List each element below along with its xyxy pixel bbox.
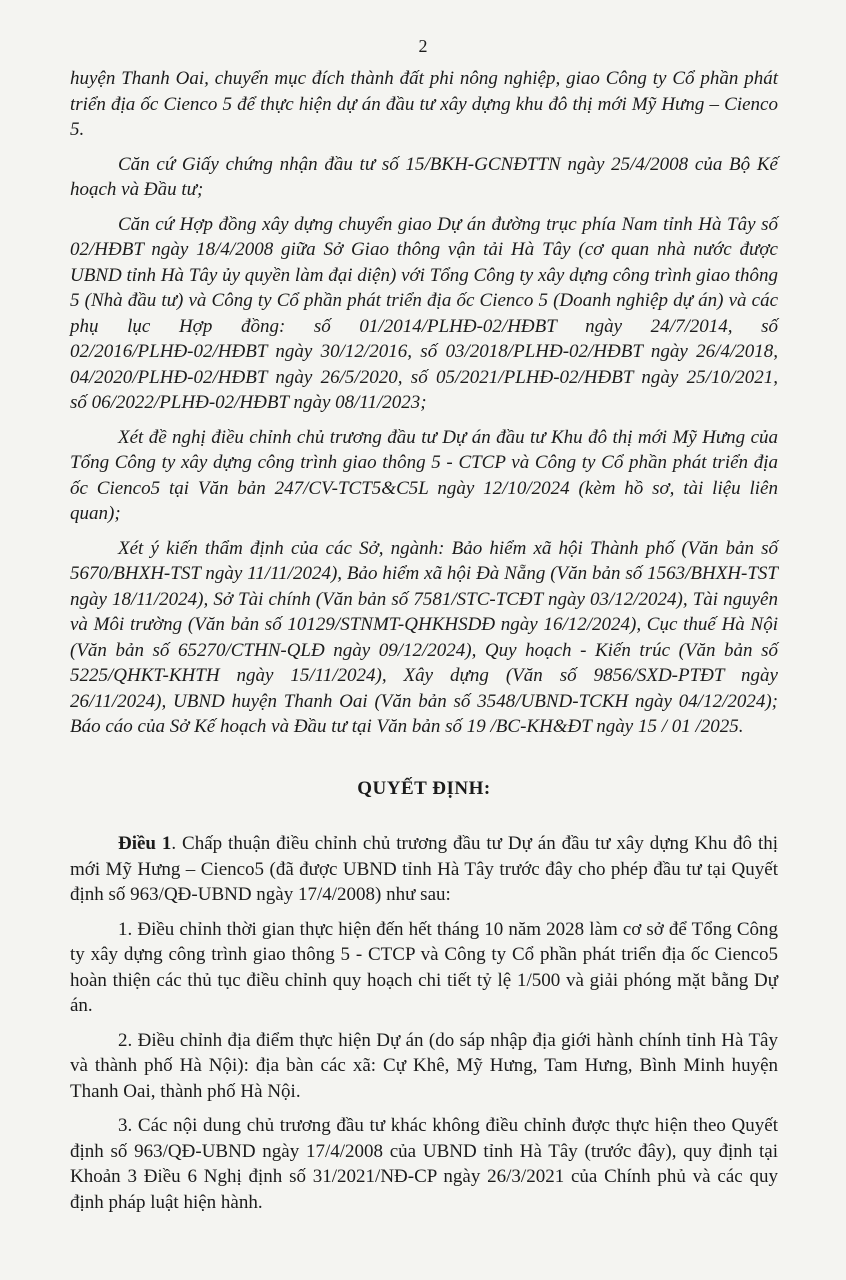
article-1-item: 3. Các nội dung chủ trương đầu tư khác không điều chỉnh được thực hiện theo Quyết định số 963/QĐ-UBND ngày 17/4/2008 của UBND tỉnh Hà Tây (trước đây), quy định tại Khoản 3 Điều 6 Nghị định số 31/2021/NĐ-CP ngày 26/3/2021 của Chính phủ và các quy định pháp luật hiện hành. [70,1115,778,1213]
preamble-paragraph: Căn cứ Hợp đồng xây dựng chuyển giao Dự án đường trục phía Nam tỉnh Hà Tây số 02/HĐBT ngày 18/4/2008 giữa Sở Giao thông vận tải Hà Tây (cơ quan nhà nước được UBND tỉnh Hà Tây ủy quyền làm đại diện) với Tổng Công ty xây dựng công trình giao thông 5 (Nhà đầu tư) và Công ty Cổ phần phát triển địa ốc Cienco 5 (Doanh nghiệp dự án) và các phụ lục Hợp đồng: số 01/2014/PLHĐ-02/HĐBT ngày 24/7/2014, số 02/2016/PLHĐ-02/HĐBT ngày 30/12/2016, số 03/2018/PLHĐ-02/HĐBT ngày 26/4/2018, 04/2020/PLHĐ-02/HĐBT ngày 26/5/2020, số 05/2021/PLHĐ-02/HĐBT ngày 25/10/2021, số 06/2022/PLHĐ-02/HĐBT ngày 08/11/2023; [70,213,778,413]
article-1-intro [70,831,778,908]
section-title: QUYẾT ĐỊNH: [357,777,491,799]
preamble-paragraph: Căn cứ Giấy chứng nhận đầu tư số 15/BKH-GCNĐTTN ngày 25/4/2008 của Bộ Kế hoạch và Đầu tư; [70,153,778,200]
preamble-paragraph: huyện Thanh Oai, chuyển mục đích thành đất phi nông nghiệp, giao Công ty Cổ phần phát triển địa ốc Cienco 5 để thực hiện dự án đầu tư xây dựng khu đô thị mới Mỹ Hưng – Cienco 5. [70,68,778,140]
article-1-label: Điều 1 [118,833,172,854]
article-1-text: . Chấp thuận điều chỉnh chủ trương đầu tư Dự án đầu tư xây dựng Khu đô thị mới Mỹ Hưng – Cienco5 (đã được UBND tỉnh Hà Tây trước đây cho phép đầu tư tại Quyết định số 963/QĐ-UBND ngày 17/4/2008) như sau: [70,833,779,905]
preamble-paragraph: Xét ý kiến thẩm định của các Sở, ngành: Bảo hiểm xã hội Thành phố (Văn bản số 5670/BHXH-TST ngày 11/11/2024), Bảo hiểm xã hội Đà Nẵng (Văn bản số 1563/BHXH-TST ngày 18/11/2024), Sở Tài chính (Văn bản số 7581/STC-TCĐT ngày 03/12/2024), Tài nguyên và Môi trường (Văn bản số 10129/STNMT-QHKHSDĐ ngày 16/12/2024), Cục thuế Hà Nội (Văn bản số 65270/CTHN-QLĐ ngày 09/12/2024), Quy hoạch - Kiến trúc (Văn bản số 5225/QHKT-KHTH ngày 15/11/2024), Xây dựng (Văn số 9856/SXD-PTĐT ngày 26/11/2024), UBND huyện Thanh Oai (Văn bản số 3548/UBND-TCKH ngày 04/12/2024); Báo cáo của Sở Kế hoạch và Đầu tư tại Văn bản số 19 /BC-KH&ĐT ngày 15 / 01 /2025. [70,537,778,737]
article-1-item: 1. Điều chỉnh thời gian thực hiện đến hết tháng 10 năm 2028 làm cơ sở để Tổng Công ty xây dựng công trình giao thông 5 - CTCP và Công ty Cổ phần phát triển địa ốc Cienco5 hoàn thiện các thủ tục điều chỉnh quy hoạch chi tiết tỷ lệ 1/500 và giải phóng mặt bằng Dự án. [70,918,778,1016]
article-1-item: 2. Điều chỉnh địa điểm thực hiện Dự án (do sáp nhập địa giới hành chính tỉnh Hà Tây và thành phố Hà Nội): địa bàn các xã: Cự Khê, Mỹ Hưng, Tam Hưng, Bình Minh huyện Thanh Oai, thành phố Hà Nội. [70,1029,778,1102]
preamble-paragraph: Xét đề nghị điều chỉnh chủ trương đầu tư Dự án đầu tư Khu đô thị mới Mỹ Hưng của Tổng Công ty xây dựng công trình giao thông 5 - CTCP và Công ty Cổ phần phát triển địa ốc Cienco5 tại Văn bản 247/CV-TCT5&C5L ngày 12/10/2024 (kèm hồ sơ, tài liệu liên quan); [70,426,778,524]
page-number: 2 [418,36,428,56]
document-body [70,66,778,1215]
